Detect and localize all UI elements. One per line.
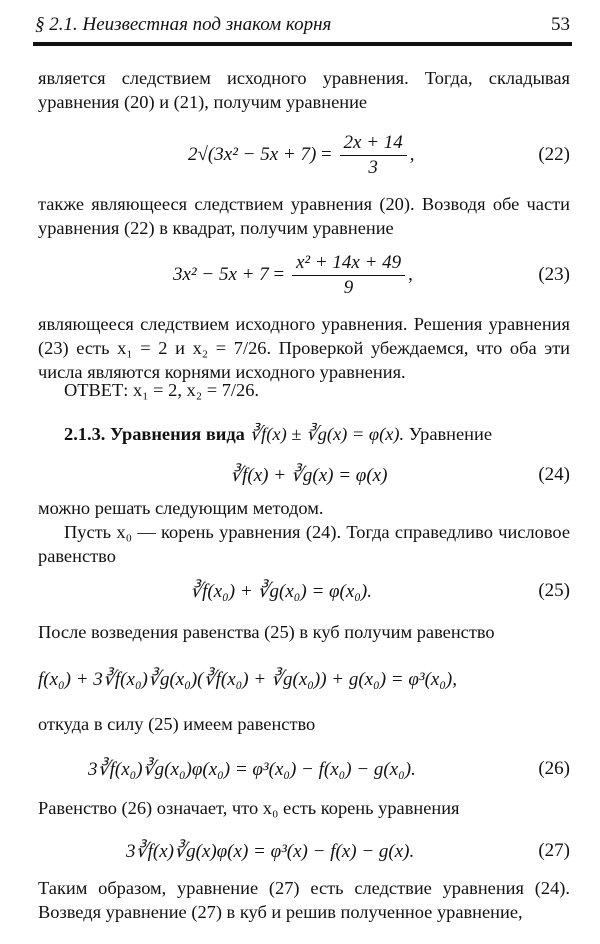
equation-26-body: 3∛f(x₀)∛g(x₀)φ(x₀) = φ³(x₀) − f(x₀) − g(x₀).	[88, 759, 416, 780]
equation-22-body: 2√(3x² − 5x + 7) = $\frac{2x + 14}{3}$ ,	[188, 132, 415, 178]
paragraph-6: можно решать следующим методом.	[38, 498, 324, 518]
paragraph-3: являющееся следствием исходного уравнения. Решения уравнения (23) есть x₁ = 2 и x₂ = 7/26. Проверкой убеждаемся, что оба эти числа являются корнями исходного уравнения.	[38, 314, 570, 382]
subsection-2-1-3	[38, 422, 570, 446]
equation-22-number: (22)	[538, 144, 570, 165]
equation-23-lhs: 3x² − 5x + 7	[173, 263, 269, 285]
header-rule	[33, 42, 572, 46]
equation-22-denominator: 3	[368, 157, 378, 178]
equation-22-numerator: 2x + 14	[340, 132, 407, 156]
subsection-formula: ∛f(x) ± ∛g(x) = φ(x).	[249, 424, 405, 444]
paragraph-9: откуда в силу (25) имеем равенство	[38, 714, 316, 734]
page-number: 53	[551, 14, 570, 35]
equation-22	[38, 132, 570, 182]
equation-23-number: (23)	[538, 264, 570, 285]
answer-line: ОТВЕТ: x₁ = 2, x₂ = 7/26.	[64, 380, 259, 400]
equation-22-lhs: 2√(3x² − 5x + 7)	[188, 143, 317, 165]
running-head: § 2.1. Неизвестная под знаком корня	[35, 14, 332, 35]
paragraph-7: Пусть x₀ — корень уравнения (24). Тогда справедливо числовое равенство	[38, 522, 570, 566]
paragraph-1: является следствием исходного уравнения. Тогда, складывая уравнения (20) и (21), получим уравнение	[38, 68, 570, 112]
page-header	[35, 14, 570, 40]
paragraph-8: После возведения равенства (25) в куб получим равенство	[38, 622, 495, 642]
equation-27-number: (27)	[538, 840, 570, 861]
equation-25-body: ∛f(x₀) + ∛g(x₀) = φ(x₀).	[190, 581, 372, 602]
subsection-title: 2.1.3. Уравнения вида	[64, 424, 245, 444]
equation-cube-body: f(x₀) + 3∛f(x₀)∛g(x₀)(∛f(x₀) + ∛g(x₀)) + g(x₀) = φ³(x₀),	[38, 669, 458, 690]
equation-cube	[38, 668, 570, 718]
equation-25-number: (25)	[538, 580, 570, 601]
equation-27-body: 3∛f(x)∛g(x)φ(x) = φ³(x) − f(x) − g(x).	[126, 841, 415, 862]
subsection-text: Уравнение	[408, 424, 493, 444]
equation-23	[38, 252, 570, 302]
equation-24-body: ∛f(x) + ∛g(x) = φ(x)	[230, 465, 388, 486]
equation-22-fraction	[340, 132, 407, 179]
equation-24-number: (24)	[538, 464, 570, 485]
paragraph-2: также являющееся следствием уравнения (20). Возводя обе части уравнения (22) в квадрат, получим уравнение	[38, 194, 570, 238]
paragraph-11: Таким образом, уравнение (27) есть следствие уравнения (24). Возведя уравнение (27) в куб и решив полученное уравнение,	[38, 878, 570, 922]
equation-23-fraction	[292, 252, 405, 299]
equation-23-numerator: x² + 14x + 49	[292, 252, 405, 276]
equation-26-number: (26)	[538, 758, 570, 779]
equation-23-body: 3x² − 5x + 7 = $\frac{\text{x² + 14x + 49}}{9}$ ,	[173, 252, 413, 298]
paragraph-10: Равенство (26) означает, что x₀ есть корень уравнения	[38, 798, 460, 818]
equation-23-denominator: 9	[343, 277, 354, 298]
